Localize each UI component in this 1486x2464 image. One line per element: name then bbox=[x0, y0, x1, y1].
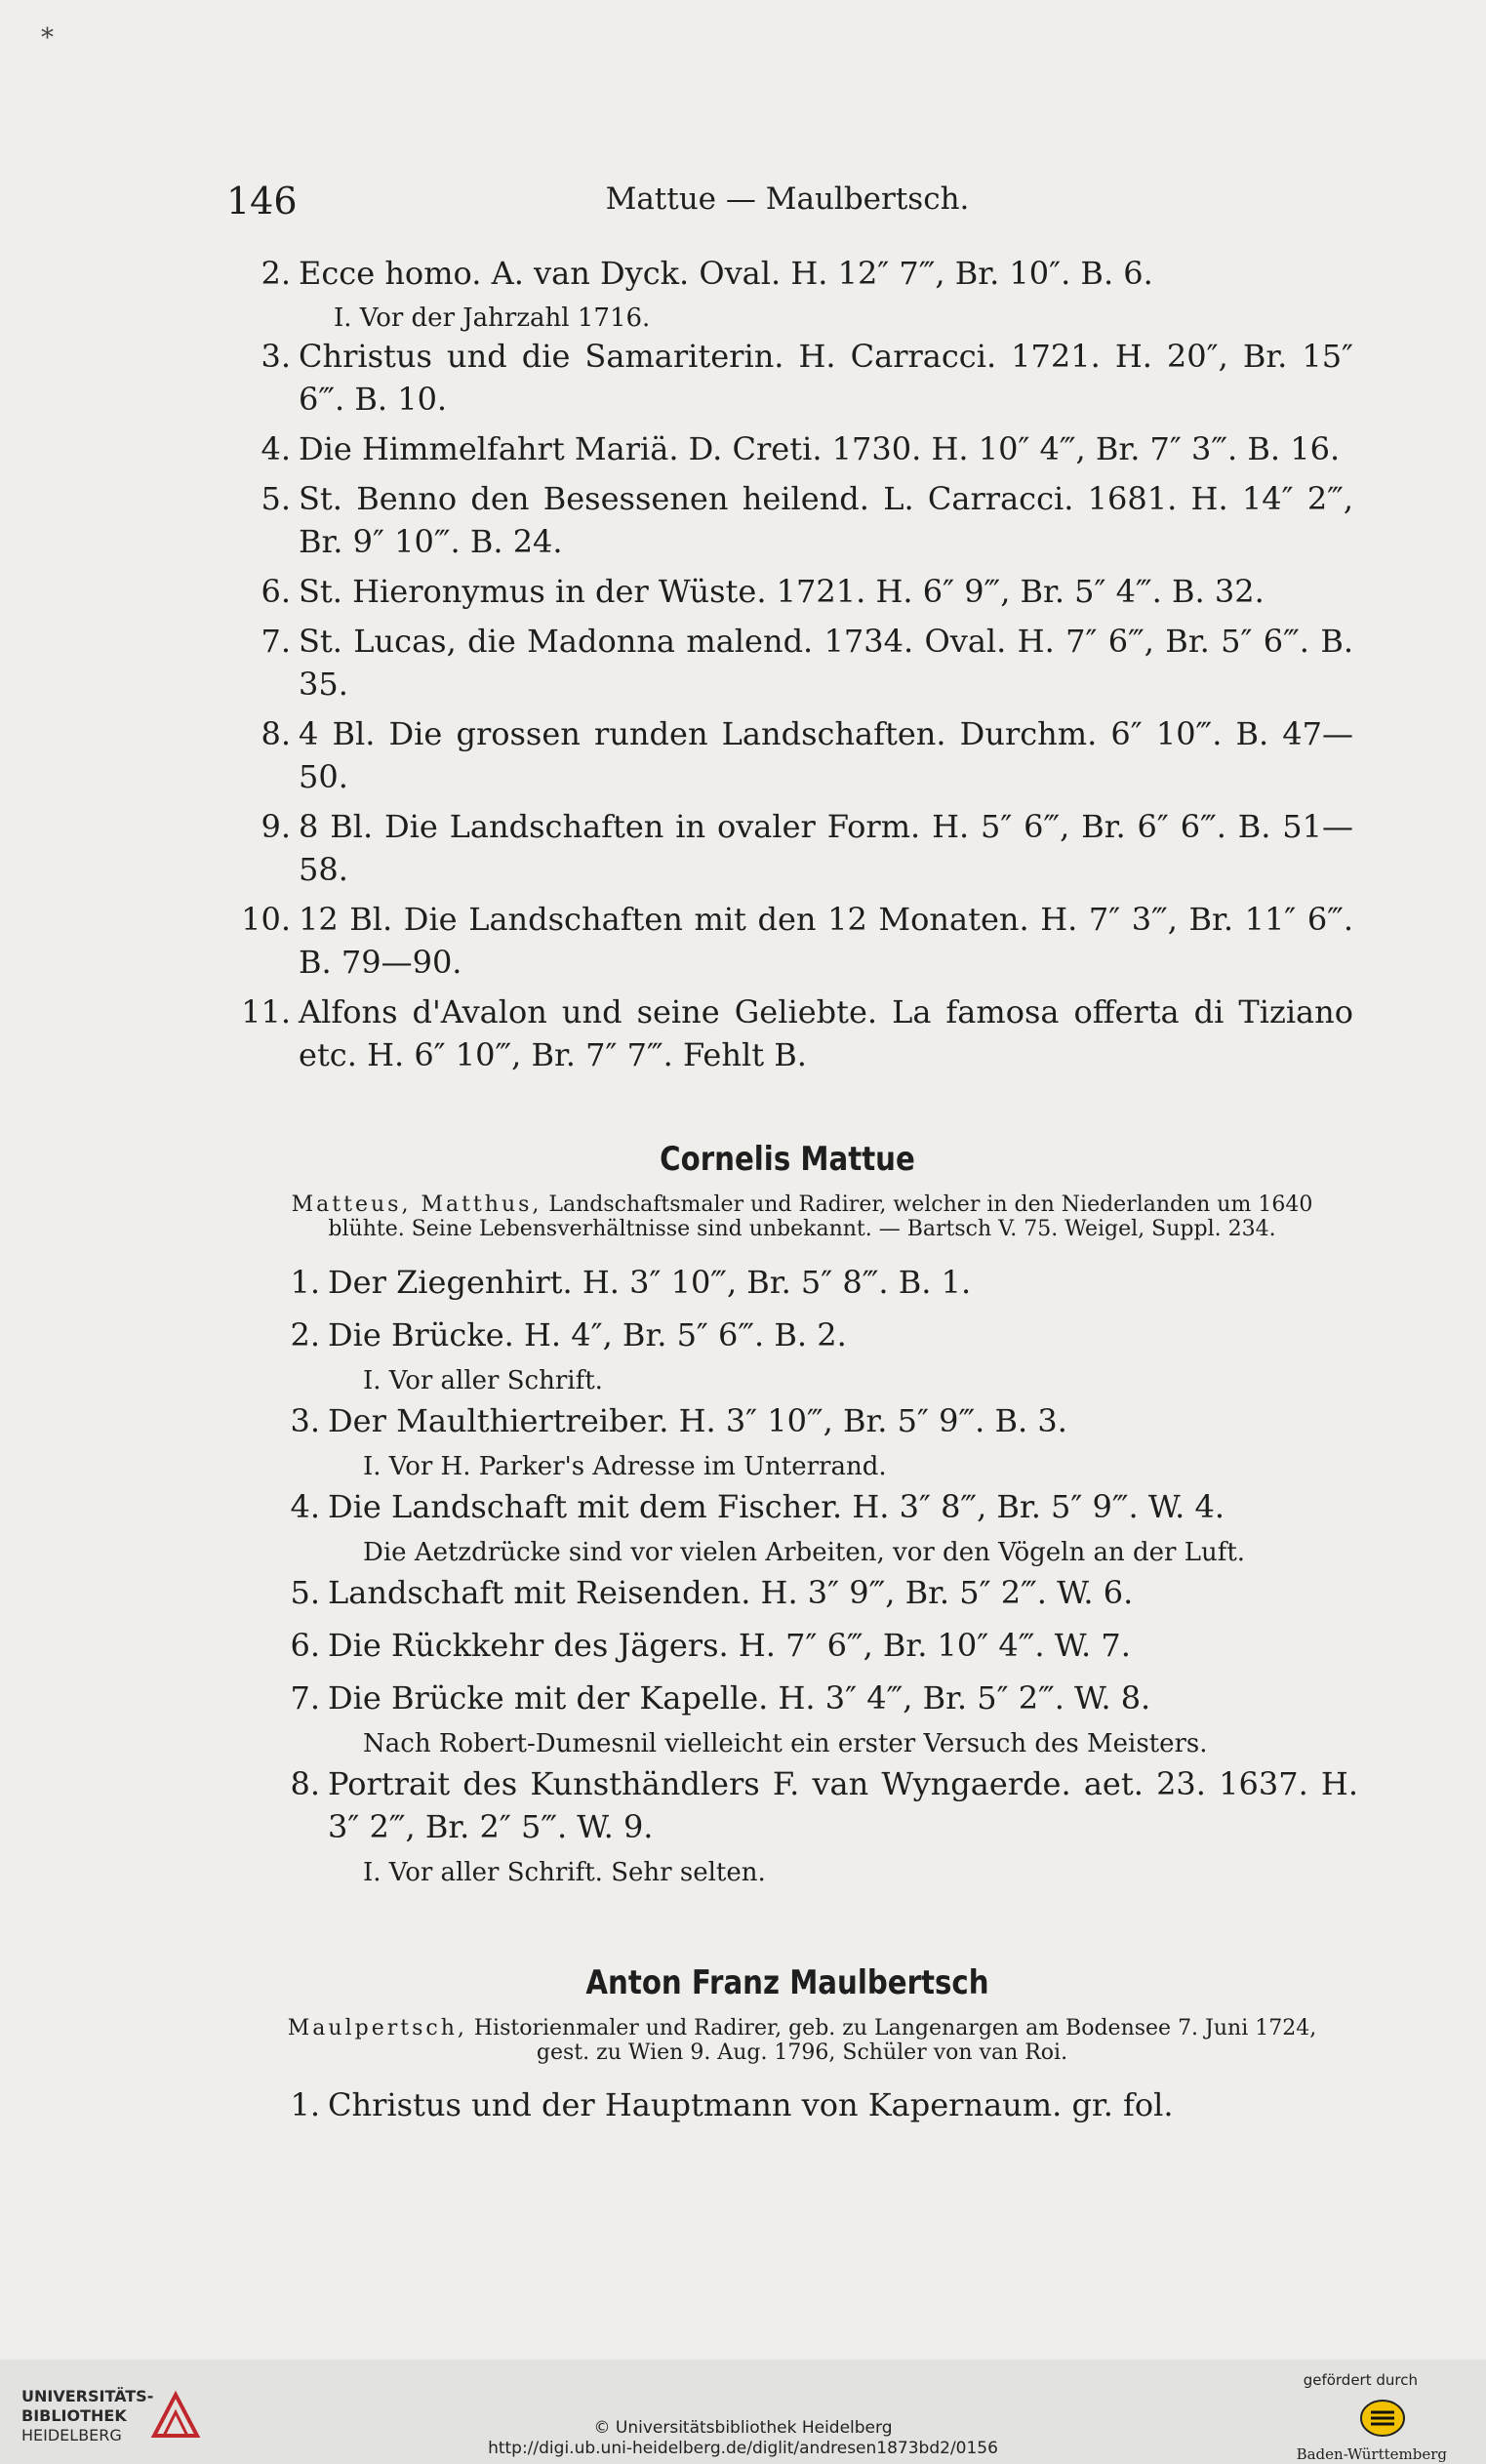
entry-note: I. Vor der Jahrzahl 1716. bbox=[334, 303, 651, 333]
catalog-entry bbox=[265, 1485, 1358, 1528]
section-title-cornelis-mattue: Cornelis Mattue bbox=[660, 1140, 915, 1179]
entry-number: 2. bbox=[290, 1316, 320, 1353]
running-title: Mattue — Maulbertsch. bbox=[605, 182, 970, 217]
library-line: BIBLIOTHEK bbox=[21, 2406, 127, 2425]
entry-text: Alfons d'Avalon und seine Geliebte. La famosa offerta di Tiziano etc. H. 6″ 10‴, Br. 7″ 7‴. Fehlt B. bbox=[299, 993, 1353, 1073]
footer-bar bbox=[0, 2360, 1486, 2464]
entry-text: Der Ziegenhirt. H. 3″ 10‴, Br. 5″ 8‴. B. 1. bbox=[328, 1264, 972, 1301]
entry-number: 8. bbox=[261, 715, 291, 752]
entry-text: Ecce homo. A. van Dyck. Oval. H. 12″ 7‴, Br. 10″. B. 6. bbox=[299, 255, 1153, 292]
entry-text: Landschaft mit Reisenden. H. 3″ 9‴, Br. 5″ 2‴. W. 6. bbox=[328, 1574, 1134, 1611]
copyright-block bbox=[0, 2418, 1486, 2459]
entry-note: I. Vor H. Parker's Adresse im Unterrand. bbox=[363, 1452, 887, 1481]
entry-number: 3. bbox=[290, 1402, 320, 1439]
entry-text: St. Hieronymus in der Wüste. 1721. H. 6″ 9‴, Br. 5″ 4‴. B. 32. bbox=[299, 573, 1265, 610]
section-title-maulbertsch: Anton Franz Maulbertsch bbox=[585, 1963, 989, 2002]
entry-number: 11. bbox=[241, 993, 291, 1030]
funded-by-label: gefördert durch bbox=[1303, 2371, 1418, 2389]
catalog-entry bbox=[236, 477, 1353, 563]
entry-number: 6. bbox=[261, 573, 291, 610]
entry-number: 4. bbox=[261, 430, 291, 467]
catalog-entry bbox=[236, 712, 1353, 798]
catalog-entry bbox=[236, 805, 1353, 891]
copyright-text: © Universitätsbibliothek Heidelberg bbox=[593, 2418, 893, 2438]
entry-note: I. Vor aller Schrift. Sehr selten. bbox=[363, 1858, 766, 1887]
entry-number: 1. bbox=[290, 1264, 320, 1301]
entry-text: Die Brücke mit der Kapelle. H. 3″ 4‴, Br. 5″ 2‴. W. 8. bbox=[328, 1679, 1151, 1717]
entry-number: 10. bbox=[241, 901, 291, 938]
entry-number: 4. bbox=[290, 1488, 320, 1525]
entry-list-mattue bbox=[265, 1261, 1358, 1891]
state-crest-icon bbox=[1357, 2397, 1408, 2440]
entry-note: I. Vor aller Schrift. bbox=[363, 1366, 603, 1395]
entry-number: 8. bbox=[290, 1765, 320, 1802]
entry-text: St. Lucas, die Madonna malend. 1734. Oval. H. 7″ 6‴, Br. 5″ 6‴. B. 35. bbox=[299, 623, 1353, 703]
intro-name: Matteus, Matthus, bbox=[291, 1192, 542, 1217]
entry-text: 4 Bl. Die grossen runden Landschaften. Durchm. 6″ 10‴. B. 47—50. bbox=[299, 715, 1353, 795]
catalog-entry bbox=[265, 1313, 1358, 1356]
section-intro-cornelis-mattue bbox=[265, 1192, 1339, 1241]
section-intro-maulbertsch bbox=[265, 2016, 1339, 2065]
catalog-entry bbox=[265, 2083, 1358, 2126]
catalog-entry bbox=[236, 427, 1353, 470]
corner-mark: * bbox=[41, 23, 54, 53]
entry-number: 7. bbox=[290, 1679, 320, 1717]
catalog-entry bbox=[236, 990, 1353, 1076]
entry-text: Der Maulthiertreiber. H. 3″ 10‴, Br. 5″ 9‴. B. 3. bbox=[328, 1402, 1067, 1439]
entry-number: 1. bbox=[290, 2086, 320, 2123]
entry-number: 5. bbox=[261, 480, 291, 517]
entry-text: 8 Bl. Die Landschaften in ovaler Form. H. 5″ 6‴, Br. 6″ 6‴. B. 51—58. bbox=[299, 808, 1353, 888]
entry-text: Die Rückkehr des Jägers. H. 7″ 6‴, Br. 10″ 4‴. W. 7. bbox=[328, 1627, 1131, 1664]
catalog-entry bbox=[236, 570, 1353, 613]
catalog-entry bbox=[265, 1624, 1358, 1667]
entry-text: Christus und der Hauptmann von Kapernaum. gr. fol. bbox=[328, 2086, 1174, 2123]
entry-number: 3. bbox=[261, 338, 291, 375]
entry-number: 5. bbox=[290, 1574, 320, 1611]
catalog-entry bbox=[265, 1762, 1358, 1848]
catalog-entry bbox=[236, 898, 1353, 984]
source-url-link[interactable]: http://digi.ub.uni-heidelberg.de/diglit/andresen1873bd2/0156 bbox=[488, 2439, 998, 2458]
entry-number: 9. bbox=[261, 808, 291, 845]
catalog-entry bbox=[265, 1676, 1358, 1719]
state-label: Baden-Württemberg bbox=[1296, 2445, 1447, 2463]
entry-list-maulbertsch bbox=[265, 2083, 1358, 2126]
catalog-entry bbox=[265, 1261, 1358, 1304]
entry-text: 12 Bl. Die Landschaften mit den 12 Monaten. H. 7″ 3‴, Br. 11″ 6‴. B. 79—90. bbox=[299, 901, 1353, 981]
page-number: 146 bbox=[226, 180, 298, 222]
entry-note: Die Aetzdrücke sind vor vielen Arbeiten, vor den Vögeln an der Luft. bbox=[363, 1538, 1246, 1567]
catalog-entry bbox=[236, 620, 1353, 706]
catalog-entry bbox=[265, 1571, 1358, 1614]
catalog-entry bbox=[236, 335, 1353, 421]
entry-number: 7. bbox=[261, 623, 291, 660]
entry-number: 2. bbox=[261, 255, 291, 292]
catalog-entry bbox=[265, 1399, 1358, 1442]
catalog-entry bbox=[236, 252, 1353, 295]
entry-text: Christus und die Samariterin. H. Carracci. 1721. H. 20″, Br. 15″ 6‴. B. 10. bbox=[299, 338, 1353, 418]
entry-text: Die Himmelfahrt Mariä. D. Creti. 1730. H. 10″ 4‴, Br. 7″ 3‴. B. 16. bbox=[299, 430, 1341, 467]
intro-name: Maulpertsch, bbox=[287, 2016, 467, 2040]
entry-text: St. Benno den Besessenen heilend. L. Carracci. 1681. H. 14″ 2‴, Br. 9″ 10‴. B. 24. bbox=[299, 480, 1353, 560]
entry-text: Die Landschaft mit dem Fischer. H. 3″ 8‴, Br. 5″ 9‴. W. 4. bbox=[328, 1488, 1225, 1525]
page-header bbox=[226, 180, 1348, 228]
library-line: HEIDELBERG bbox=[21, 2426, 122, 2444]
entry-text: Die Brücke. H. 4″, Br. 5″ 6‴. B. 2. bbox=[328, 1316, 847, 1353]
entry-note: Nach Robert-Dumesnil vielleicht ein erster Versuch des Meisters. bbox=[363, 1729, 1208, 1758]
entry-number: 6. bbox=[290, 1627, 320, 1664]
library-line: UNIVERSITÄTS- bbox=[21, 2387, 154, 2405]
entry-text: Portrait des Kunsthändlers F. van Wyngaerde. aet. 23. 1637. H. 3″ 2‴, Br. 2″ 5‴. W. 9. bbox=[328, 1765, 1358, 1845]
intro-text: Historienmaler und Radirer, geb. zu Langenargen am Bodensee 7. Juni 1724, gest. zu Wien 9. Aug. 1796, Schüler von van Roi. bbox=[473, 2016, 1317, 2065]
intro-text: Landschaftsmaler und Radirer, welcher in den Niederlanden um 1640 blühte. Seine Lebensverhältnisse sind unbekannt. — Bartsch V. 75. Weigel, Suppl. 234. bbox=[328, 1192, 1313, 1241]
entry-list-dyck bbox=[236, 252, 1353, 1083]
